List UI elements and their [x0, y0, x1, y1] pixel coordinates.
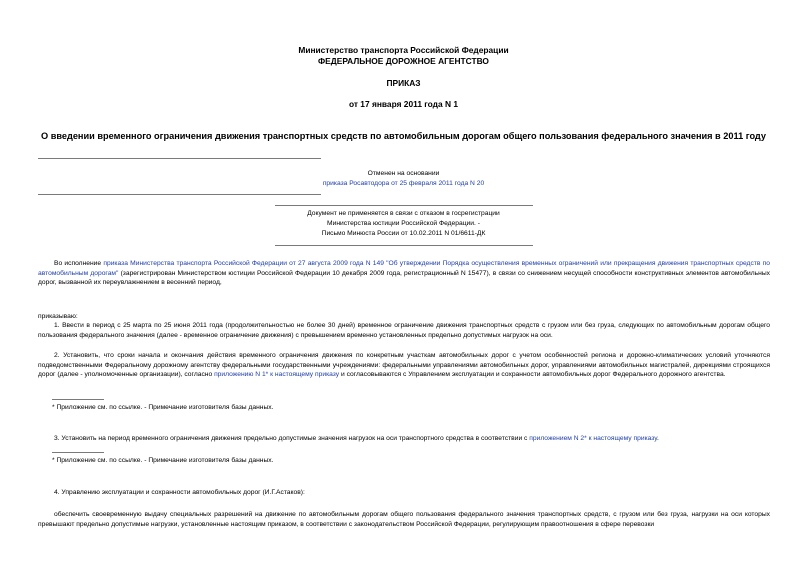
divider-line	[275, 245, 533, 246]
appendix-2-link[interactable]: приложением N 2* к настоящему приказу	[529, 435, 657, 442]
ministry-name: Министерство транспорта Российской Федерации	[298, 45, 509, 55]
item-4-paragraph: 4. Управлению эксплуатации и сохранности автомобильных дорог (И.Г.Астаков):	[54, 489, 305, 496]
document-title: О введении временного ограничения движения транспортных средств по автомобильным дорогам общего пользования федерального значения в 2011 году	[41, 131, 766, 141]
document-type: ПРИКАЗ	[386, 78, 421, 88]
agency-name: ФЕДЕРАЛЬНОЕ ДОРОЖНОЕ АГЕНТСТВО	[318, 56, 489, 66]
order-149-link[interactable]: приказа Министерства транспорта Российской Федерации от 27 августа 2009 года N 149 "Об утверждении Порядка осуществления временных ограничений или прекращения движения транспортных средств по автомобильным дорогам"	[38, 260, 770, 277]
footnote-2: * Приложение см. по ссылке. - Примечание изготовителя базы данных.	[52, 457, 274, 464]
item-4-text: обеспечить своевременную выдачу специальных разрешений на движение по автомобильным дорогам общего пользования федерального значения транспортных средств, с грузом или без груза, нагрузки на оси которых превышают предельно допустимые нагрузки, установленные настоящим приказом, в соответствии с законодательством Российской Федерации, регулирующим правоотношения в сфере перевозки	[38, 511, 770, 528]
notice-registration-line1: Документ не применяется в связи с отказом в госрегистрации	[307, 210, 500, 217]
notice-cancelled-text: Отменен на основании	[367, 170, 440, 177]
footnote-1: * Приложение см. по ссылке. - Примечание изготовителя базы данных.	[52, 404, 274, 411]
document-date-number: от 17 января 2011 года N 1	[348, 99, 459, 109]
intro-paragraph: Во исполнение приказа Министерства транспорта Российской Федерации от 27 августа 2009 года N 149 "Об утверждении Порядка осуществления временных ограничений или прекращения движения транспортных средств по автомобильным дорогам" (зарегистрирован Министерством юстиции Российской Федерации 10 декабря 2009 года, регистрационный N 15477), в связи со снижением несущей способности конструктивных элементов автомобильных дорог, вызванной их переувлажнением в весенний период,	[38, 260, 770, 287]
footnote-divider	[52, 399, 104, 400]
item-3-paragraph: 3. Установить на период временного ограничения движения предельно допустимые значения нагрузок на оси транспортного средства в соответствии с приложением N 2* к настоящему приказу.	[54, 435, 659, 442]
item-2-paragraph: 2. Установить, что сроки начала и окончания действия временного ограничения движения по конкретным участкам автомобильных дорог с учетом особенностей региона и дорожно-климатических условий уточняются подведомственными Федеральному дорожному агентству федеральными государственными учреждениями: федеральными управлениями автомобильных дорог, управлениями автомобильных магистралей, дирекциями строящихся дорог (далее - уполномоченные организации), согласно приложению N 1* к настоящему приказу и согласовываются с Управлением эксплуатации и сохранности автомобильных дорог Федерального дорожного агентства.	[38, 352, 770, 379]
divider-line	[38, 158, 321, 159]
notice-registration-line3: Письмо Минюста России от 10.02.2011 N 01/6611-ДК	[321, 230, 486, 237]
item-1-paragraph: 1. Ввести в период с 25 марта по 25 июня 2011 года (продолжительностью не более 30 дней) временное ограничение движения транспортных средств с грузом или без груза, следующих по автомобильным дорогам общего пользования федерального значения (далее - временное ограничение движения) с превышением временно установленных предельно допустимых нагрузок на оси.	[38, 322, 770, 339]
order-word: приказываю:	[38, 313, 78, 320]
divider-line	[275, 205, 533, 206]
divider-line	[38, 194, 321, 195]
cancel-order-link[interactable]: приказа Росавтодора от 25 февраля 2011 года N 20	[322, 180, 485, 187]
appendix-1-link[interactable]: приложению N 1* к настоящему приказу	[214, 371, 340, 379]
notice-registration-line2: Министерства юстиции Российской Федерации. -	[327, 220, 480, 227]
footnote-divider	[52, 452, 104, 453]
